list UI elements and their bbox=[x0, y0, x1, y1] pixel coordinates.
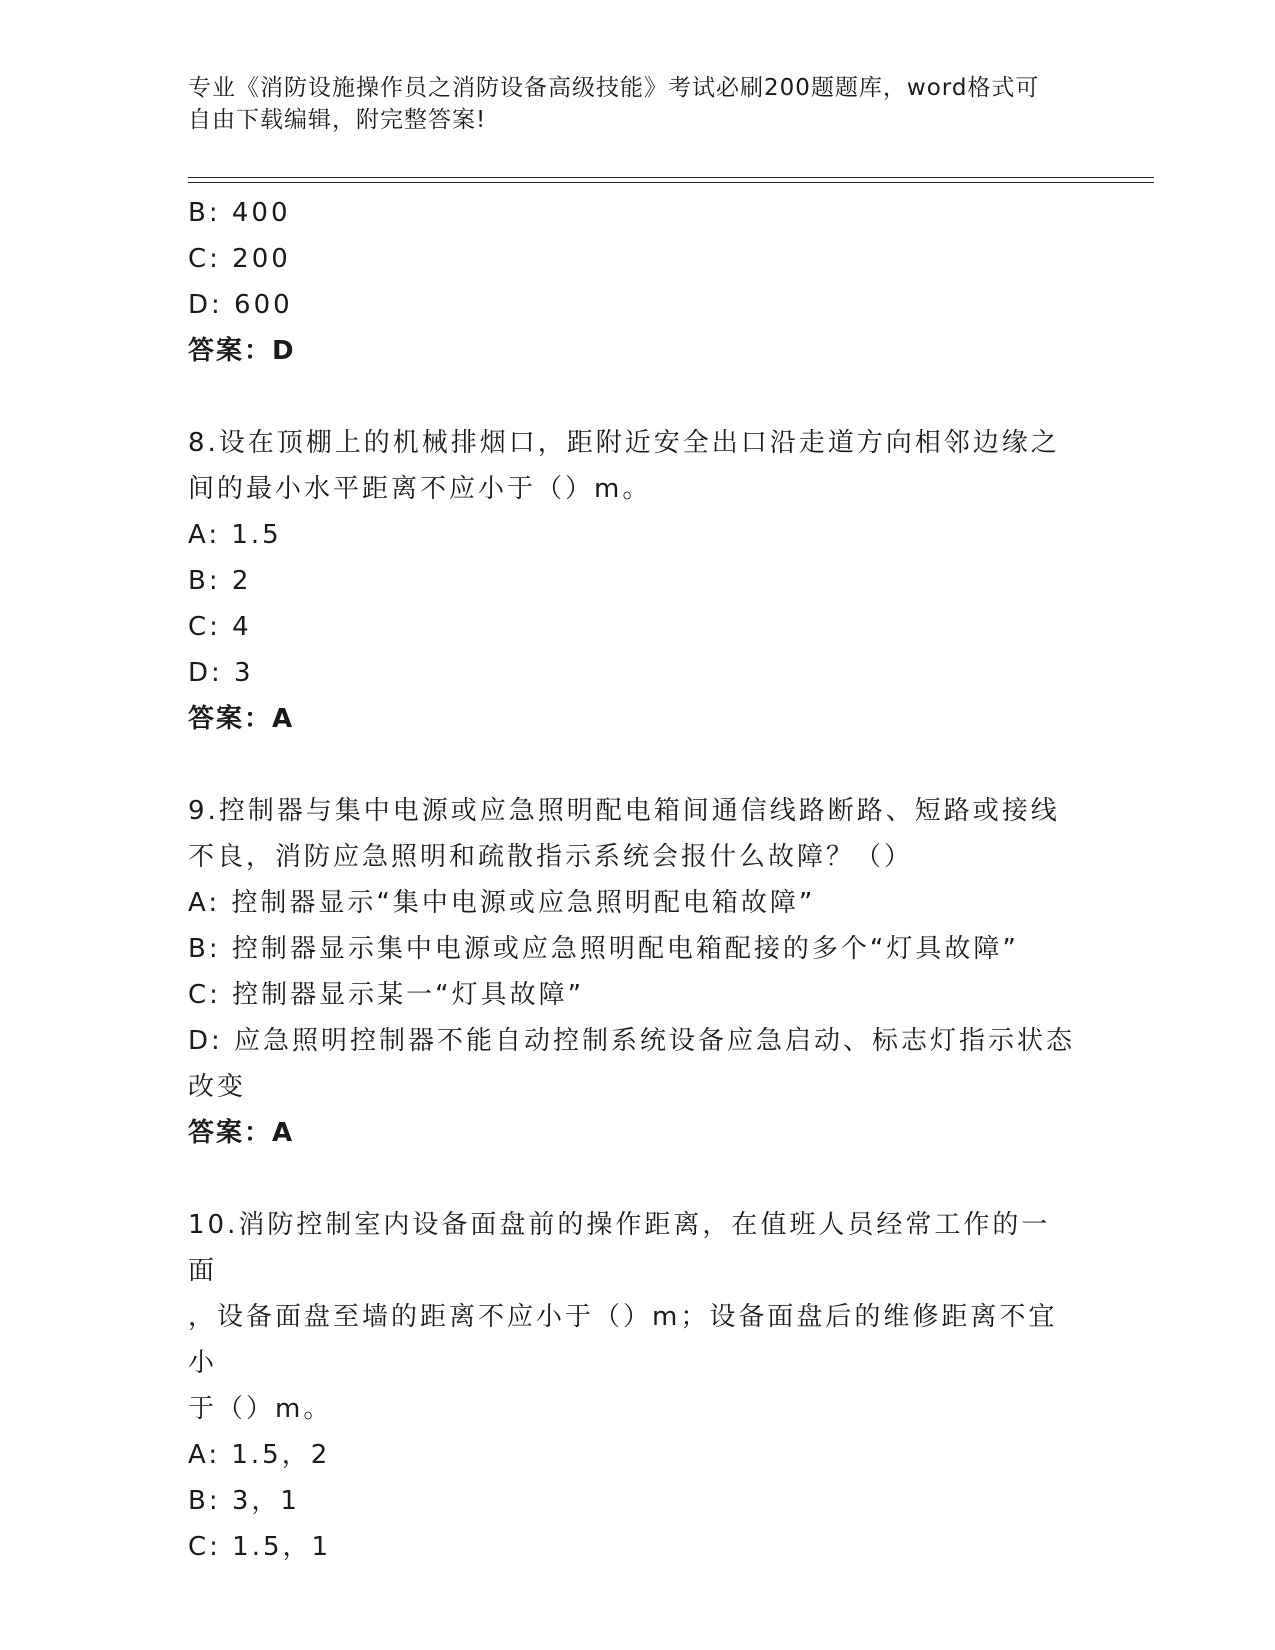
answer: 答案：A bbox=[188, 704, 295, 734]
option-d: D: 3 bbox=[188, 658, 254, 688]
question-stem-line: 8.设在顶棚上的机械排烟口，距附近安全出口沿走道方向相邻边缘之 bbox=[188, 428, 1060, 458]
question-9 bbox=[188, 788, 1088, 1156]
document-header bbox=[188, 72, 1088, 136]
answer: 答案：A bbox=[188, 1118, 295, 1148]
option-b: B: 2 bbox=[188, 566, 252, 596]
question-content bbox=[188, 190, 1088, 1570]
header-line-2: 自由下载编辑，附完整答案! bbox=[188, 107, 487, 133]
header-rule-top bbox=[188, 177, 1154, 178]
option-b: B: 3，1 bbox=[188, 1486, 300, 1516]
answer: 答案：D bbox=[188, 336, 296, 366]
option-b: B: 控制器显示集中电源或应急照明配电箱配接的多个“灯具故障” bbox=[188, 934, 1019, 964]
option-d: D: 600 bbox=[188, 290, 293, 320]
option-a: A: 控制器显示“集中电源或应急照明配电箱故障” bbox=[188, 888, 816, 918]
option-b: B: 400 bbox=[188, 198, 291, 228]
question-stem-line: 不良，消防应急照明和疏散指示系统会报什么故障？（） bbox=[188, 842, 914, 872]
option-a: A: 1.5，2 bbox=[188, 1440, 331, 1470]
header-rule-bottom bbox=[188, 182, 1154, 183]
spacer bbox=[188, 374, 1088, 420]
question-10 bbox=[188, 1202, 1088, 1570]
question-stem-line: ，设备面盘至墙的距离不应小于（）m；设备面盘后的维修距离不宜小 bbox=[188, 1302, 1058, 1378]
option-a: A: 1.5 bbox=[188, 520, 282, 550]
option-c: C: 1.5，1 bbox=[188, 1532, 332, 1562]
header-line-1: 专业《消防设施操作员之消防设备高级技能》考试必刷200题题库，word格式可 bbox=[188, 75, 1040, 101]
option-d: D: 应急照明控制器不能自动控制系统设备应急启动、标志灯指示状态 bbox=[188, 1026, 1076, 1056]
question-stem-line: 于（）m。 bbox=[188, 1394, 333, 1424]
option-c: C: 控制器显示某一“灯具故障” bbox=[188, 980, 585, 1010]
spacer bbox=[188, 742, 1088, 788]
question-stem-line: 10.消防控制室内设备面盘前的操作距离，在值班人员经常工作的一面 bbox=[188, 1210, 1051, 1286]
question-8 bbox=[188, 420, 1088, 742]
question-stem-line: 9.控制器与集中电源或应急照明配电箱间通信线路断路、短路或接线 bbox=[188, 796, 1060, 826]
option-d-continued: 改变 bbox=[188, 1072, 247, 1102]
spacer bbox=[188, 1156, 1088, 1202]
prev-question bbox=[188, 190, 1088, 374]
option-c: C: 4 bbox=[188, 612, 252, 642]
option-c: C: 200 bbox=[188, 244, 291, 274]
question-stem-line: 间的最小水平距离不应小于（）m。 bbox=[188, 474, 652, 504]
